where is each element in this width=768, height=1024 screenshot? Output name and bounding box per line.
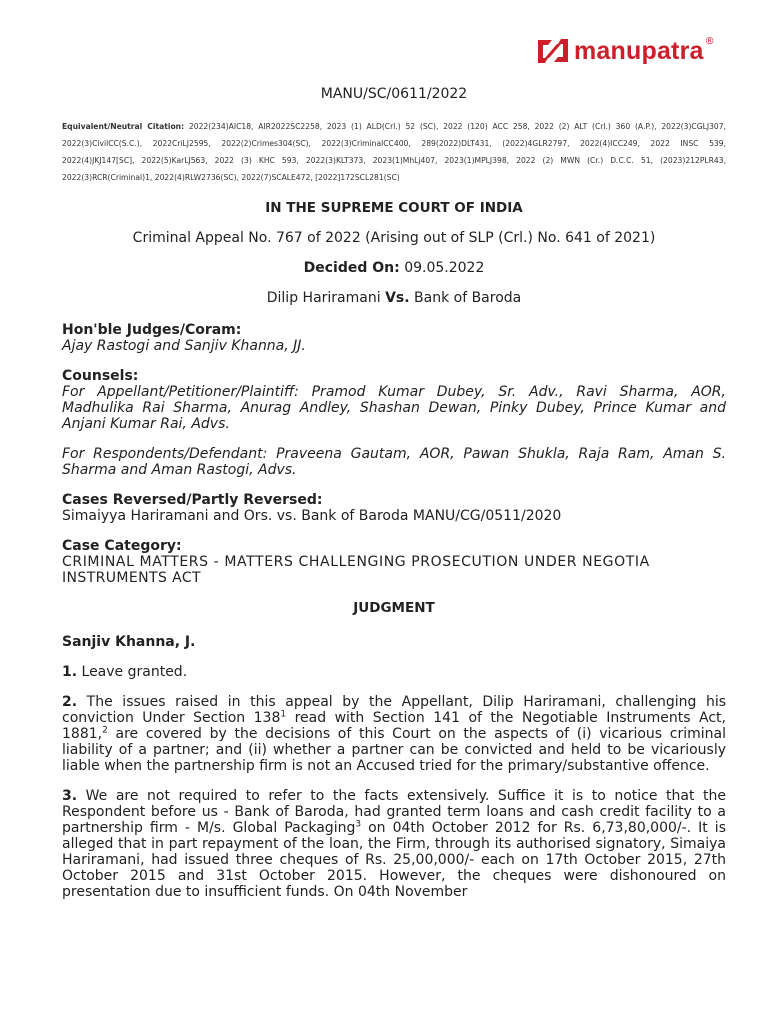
appeal-number: Criminal Appeal No. 767 of 2022 (Arising out of SLP (Crl.) No. 641 of 2021) — [132, 230, 656, 246]
paragraph-text: on 04th October 2012 for Rs. 6,73,80,000/-. It is alleged that in part repayment of the loan, the Firm, through its authorised signatory, Simaiya Hariramani, had issued three cheques of Rs. 25,00,000/- each on 17th October 2015, 27th October 2015 and 31st October 2015. However, the cheques were dishonoured on presentation due to insufficient funds. On 04th November — [62, 820, 726, 900]
manupatra-logo — [536, 36, 715, 66]
appellant-counsels: For Appellant/Petitioner/Plaintiff: Pramod Kumar Dubey, Sr. Adv., Ravi Sharma, AOR, Madhulika Rai Sharma, Anurag Andley, Shashan Dewan, Pinky Dubey, Prince Kumar and Anjani Kumar Rai, Advs. — [62, 384, 726, 432]
paragraph-number: 2. — [62, 694, 78, 710]
decided-on — [62, 260, 726, 276]
case-parties — [62, 290, 726, 306]
equivalent-citation-label: Equivalent/Neutral Citation: — [62, 122, 185, 131]
equivalent-citations — [62, 118, 726, 186]
paragraph-text: are covered by the decisions of this Court on the aspects of (i) vicarious criminal liability of a partner; and (ii) whether a partner can be convicted and held to be vicariously liable when the partnership firm is not an Accused tried for the primary/substantive offence. — [62, 726, 726, 774]
paragraph-2 — [62, 694, 726, 774]
case-category-line2: INSTRUMENTS ACT — [62, 570, 201, 586]
judgment-author: Sanjiv Khanna, J. — [62, 634, 196, 650]
respondent-counsels: For Respondents/Defendant: Praveena Gautam, AOR, Pawan Shukla, Raja Ram, Aman S. Sharma and Aman Rastogi, Advs. — [62, 446, 726, 478]
decided-on-date: 09.05.2022 — [404, 260, 485, 276]
footnote-ref[interactable]: 2 — [102, 725, 108, 736]
brand-name: manupatra — [574, 36, 704, 65]
paragraph-text: read with Section 141 of the Negotiable Instruments Act, 1881, — [62, 710, 726, 742]
cases-reversed-text: Simaiyya Hariramani and Ors. vs. Bank of Baroda MANU/CG/0511/2020 — [62, 508, 562, 524]
counsels-heading: Counsels: — [62, 368, 139, 384]
judges-names: Ajay Rastogi and Sanjiv Khanna, JJ. — [62, 338, 306, 354]
paragraph-text: Leave granted. — [81, 664, 188, 680]
judges-heading: Hon'ble Judges/Coram: — [62, 322, 242, 338]
paragraph-1 — [62, 664, 726, 680]
registered-mark: ® — [704, 36, 715, 47]
citation-number: MANU/SC/0611/2022 — [320, 86, 468, 102]
versus-label: Vs. — [385, 290, 410, 306]
case-category-line1: CRIMINAL MATTERS - MATTERS CHALLENGING PROSECUTION UNDER NEGOTIA — [62, 554, 650, 570]
respondent-name: Bank of Baroda — [414, 290, 522, 306]
appellant-name: Dilip Hariramani — [266, 290, 381, 306]
cases-reversed-heading: Cases Reversed/Partly Reversed: — [62, 492, 323, 508]
document-body — [62, 86, 726, 914]
paragraph-text: We are not required to refer to the facts extensively. Suffice it is to notice that the Respondent before us - Bank of Baroda, had granted term loans and cash credit facility to a partnership firm - M/s. Global Packaging — [62, 788, 726, 836]
equivalent-citation-list: 2022(234)AIC18, AIR2022SC2258, 2023 (1) ALD(Crl.) 52 (SC), 2022 (120) ACC 258, 2022 (2) ALT (Crl.) 360 (A.P.), 2022(3)CGLJ307, 2022(3)CivilCC(S.C.), 2022CriLJ2595, 2022(2)Crimes304(SC), 2022(3)CriminalCC400, 289(2022)DLT431, (2022)4GLR2797, 2022(4)ICC249, 2022 INSC 539, 2022(4)JKJ147[SC], 2022(5)KarLJ563, 2022 (3) KHC 593, 2022(3)KLT373, 2023(1)MhLj407, 2023(1)MPLJ398, 2022 (2) MWN (Cr.) D.C.C. 51, (2023)212PLR43, 2022(3)RCR(Criminal)1, 2022(4)RLW2736(SC), 2022(7)SCALE472, [2022]172SCL281(SC) — [62, 122, 726, 182]
paragraph-text: The issues raised in this appeal by the Appellant, Dilip Hariramani, challenging his conviction Under Section 138 — [62, 694, 727, 726]
manupatra-logo-icon — [536, 36, 570, 66]
paragraph-3 — [62, 788, 726, 900]
footnote-ref[interactable]: 1 — [280, 709, 287, 720]
paragraph-number: 1. — [62, 664, 78, 680]
case-category-heading: Case Category: — [62, 538, 182, 554]
footnote-ref[interactable]: 3 — [355, 819, 362, 830]
paragraph-number: 3. — [62, 788, 78, 804]
judgment-heading: JUDGMENT — [353, 600, 435, 616]
court-name: IN THE SUPREME COURT OF INDIA — [265, 200, 523, 216]
decided-on-label: Decided On: — [303, 260, 400, 276]
